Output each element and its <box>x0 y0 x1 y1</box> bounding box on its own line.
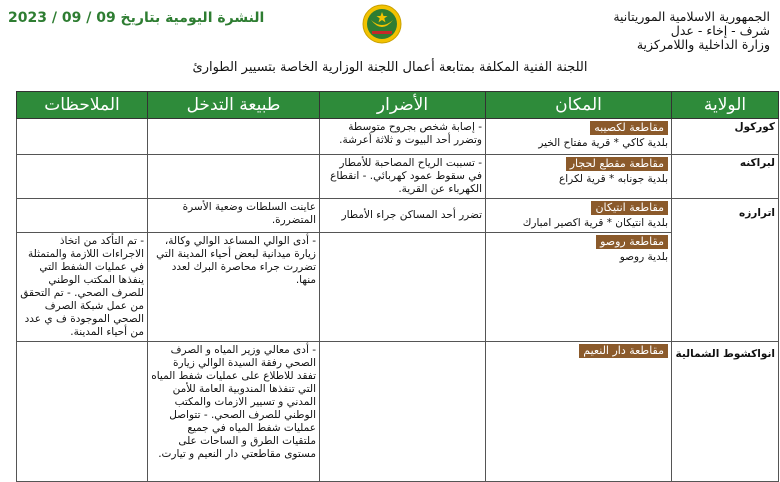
table-row <box>17 233 779 342</box>
table-row <box>17 119 779 155</box>
table-row <box>17 199 779 233</box>
header-place: المكان <box>486 92 672 119</box>
moughataa-label: مقاطعة لكصيبه <box>590 121 668 135</box>
header-wilaya: الولاية <box>672 92 779 119</box>
notes-cell <box>17 155 148 199</box>
place-cell <box>486 119 672 155</box>
intervention-cell: عاينت السلطات وضعية الأسرة المتضررة. <box>148 199 320 233</box>
place-cell <box>486 342 672 482</box>
committee-subtitle: اللجنة الفنية المكلفة بمتابعة أعمال اللجنة الوزارية الخاصة بتسيير الطوارئ <box>192 60 588 75</box>
place-cell <box>486 233 672 342</box>
damage-cell: تضرر أحد المساكن جراء الأمطار <box>320 199 486 233</box>
wilaya-cell: لبراكنه <box>672 155 779 199</box>
commune-label: بلدية روصو <box>619 251 668 263</box>
moughataa-label: مقاطعة روصو <box>596 235 668 249</box>
damage-cell: - إصابة شخص بجروح متوسطة وتضرر أحد البيوت و ثلاثة أعرشة. <box>320 119 486 155</box>
header-org-block <box>570 10 770 52</box>
wilaya-cell: كوركول <box>672 119 779 155</box>
intervention-cell: - أدى الوالي المساعد الوالي وكالة، زيارة ميدانية لبعض أحياء المدينة التي تضررت جراء محاصرة البرك لعدد منها. <box>148 233 320 342</box>
wilaya-cell: انواكشوط الشمالية <box>672 342 779 482</box>
table-row <box>17 155 779 199</box>
notes-cell <box>17 119 148 155</box>
intervention-cell <box>148 155 320 199</box>
bulletin-date: النشرة اليومية بتاريخ 09 / 09 / 2023 <box>8 10 265 26</box>
intervention-cell: - أدى معالي وزير المياه و الصرف الصحي رفقة السيدة الوالي زيارة تفقد للاطلاع على عمليات شفط المياه التي تنفذها المندوبية العامة للأمن المدني و تسيير الازمات والمكتب الوطني للصرف الصحي. - تتواصل عمليات شفط المياه في جميع ملتقيات الطرق و الساحات على مستوى مقاطعتي دار النعيم و تيارت. <box>148 342 320 482</box>
national-motto: شرف - إخاء - عدل <box>670 23 770 38</box>
moughataa-label: مقاطعة دار النعيم <box>579 344 668 358</box>
intervention-cell <box>148 119 320 155</box>
notes-cell <box>17 342 148 482</box>
notes-cell <box>17 199 148 233</box>
wilaya-cell: اترارزه <box>672 199 779 342</box>
commune-label: بلدية جونابه * قرية لكراع <box>559 173 668 185</box>
notes-cell: - تم التأكد من اتخاذ الاجراءات اللازمة والمتمثلة في عمليات الشفط التي ينفذها المكتب الوطني للصرف الصحي. - تم التحقق من عمل شبكة الصرف الصحي الموجودة ف ي عدد من أحياء المدينة. <box>17 233 148 342</box>
ministry-name: وزارة الداخلية واللامركزية <box>636 37 770 52</box>
place-cell <box>486 199 672 233</box>
header-damage: الأضرار <box>320 92 486 119</box>
place-cell <box>486 155 672 199</box>
national-emblem-icon <box>357 4 407 44</box>
damage-cell <box>320 342 486 482</box>
damage-cell <box>320 233 486 342</box>
moughataa-label: مقاطعة مقطع لحجار <box>566 157 668 171</box>
header-notes: الملاحظات <box>17 92 148 119</box>
commune-label: بلدية كاكي * قرية مفتاح الخير <box>538 137 668 149</box>
table-row <box>17 342 779 482</box>
header-intervention: طبيعة التدخل <box>148 92 320 119</box>
incidents-table <box>16 91 779 482</box>
commune-label: بلدية انتيكان * قرية اكصير امبارك <box>522 217 668 229</box>
damage-cell: - تسببت الرياح المصاحبة للأمطار في سقوط عمود كهربائي. - انقطاع الكهرباء عن القرية. <box>320 155 486 199</box>
table-header-row <box>17 92 779 119</box>
moughataa-label: مقاطعة انتيكان <box>591 201 668 215</box>
republic-name: الجمهورية الاسلامية الموريتانية <box>613 9 770 24</box>
